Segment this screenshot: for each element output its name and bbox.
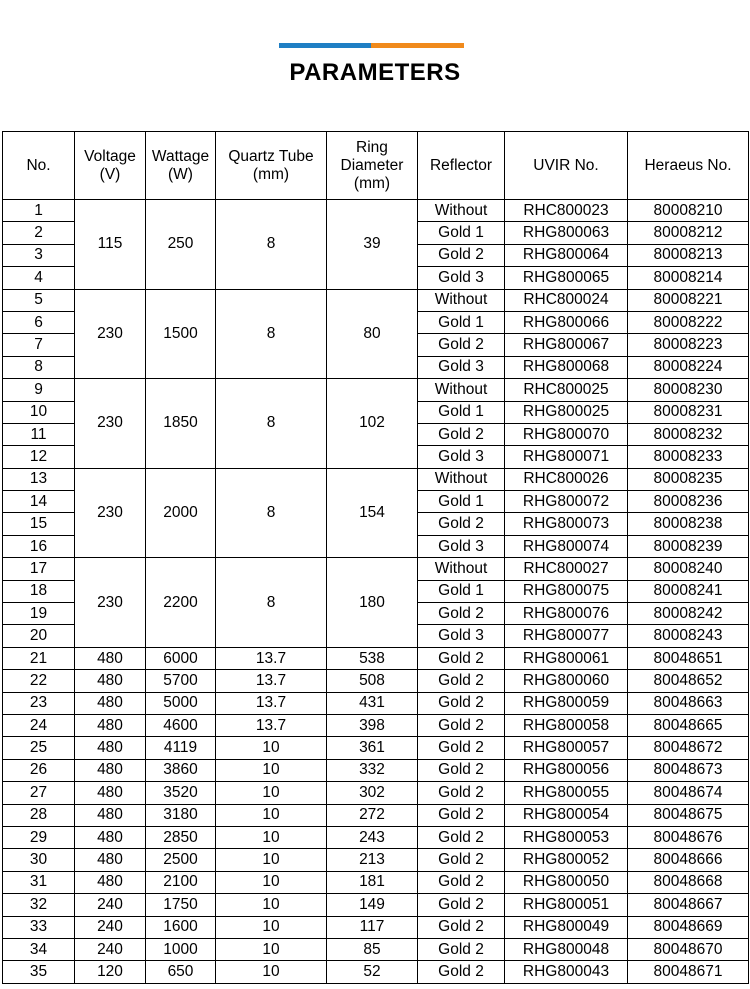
table-header bbox=[3, 132, 749, 200]
cell-voltage: 240 bbox=[75, 894, 146, 916]
header-line: Diameter bbox=[340, 156, 404, 174]
cell-uvir-no: RHG800065 bbox=[505, 267, 628, 289]
cell-quartz-tube: 10 bbox=[216, 916, 327, 938]
cell-ring-diameter: 52 bbox=[327, 961, 418, 983]
cell-reflector: Gold 2 bbox=[418, 759, 505, 781]
cell-ring-diameter: 508 bbox=[327, 670, 418, 692]
cell-voltage: 230 bbox=[75, 468, 146, 558]
cell-voltage: 480 bbox=[75, 871, 146, 893]
cell-reflector: Gold 2 bbox=[418, 961, 505, 983]
cell-reflector: Gold 1 bbox=[418, 580, 505, 602]
cell-no: 5 bbox=[3, 289, 75, 311]
table-row bbox=[3, 916, 749, 938]
cell-no: 29 bbox=[3, 826, 75, 848]
cell-no: 9 bbox=[3, 379, 75, 401]
cell-reflector: Gold 2 bbox=[418, 647, 505, 669]
cell-reflector: Gold 2 bbox=[418, 603, 505, 625]
cell-voltage: 480 bbox=[75, 759, 146, 781]
cell-voltage: 480 bbox=[75, 647, 146, 669]
cell-no: 4 bbox=[3, 267, 75, 289]
cell-voltage: 230 bbox=[75, 558, 146, 648]
cell-uvir-no: RHG800076 bbox=[505, 603, 628, 625]
cell-no: 27 bbox=[3, 782, 75, 804]
cell-heraeus-no: 80008238 bbox=[628, 513, 749, 535]
cell-wattage: 1600 bbox=[146, 916, 216, 938]
cell-no: 13 bbox=[3, 468, 75, 490]
cell-uvir-no: RHG800072 bbox=[505, 491, 628, 513]
cell-heraeus-no: 80048669 bbox=[628, 916, 749, 938]
cell-heraeus-no: 80008243 bbox=[628, 625, 749, 647]
col-no-header bbox=[3, 132, 75, 200]
cell-heraeus-no: 80048674 bbox=[628, 782, 749, 804]
cell-voltage: 120 bbox=[75, 961, 146, 983]
header-line: UVIR No. bbox=[533, 156, 599, 174]
header-line: Reflector bbox=[429, 156, 493, 174]
cell-wattage: 3860 bbox=[146, 759, 216, 781]
cell-quartz-tube: 10 bbox=[216, 782, 327, 804]
cell-reflector: Without bbox=[418, 289, 505, 311]
table-row bbox=[3, 289, 749, 311]
title-accent-blue-bar bbox=[279, 43, 371, 48]
cell-uvir-no: RHG800053 bbox=[505, 826, 628, 848]
cell-no: 21 bbox=[3, 647, 75, 669]
cell-no: 2 bbox=[3, 222, 75, 244]
cell-wattage: 2500 bbox=[146, 849, 216, 871]
cell-heraeus-no: 80008231 bbox=[628, 401, 749, 423]
cell-reflector: Gold 2 bbox=[418, 334, 505, 356]
cell-wattage: 3520 bbox=[146, 782, 216, 804]
cell-uvir-no: RHG800073 bbox=[505, 513, 628, 535]
cell-heraeus-no: 80008235 bbox=[628, 468, 749, 490]
cell-quartz-tube: 10 bbox=[216, 804, 327, 826]
cell-wattage: 250 bbox=[146, 200, 216, 290]
table-row bbox=[3, 938, 749, 960]
cell-uvir-no: RHG800064 bbox=[505, 244, 628, 266]
cell-no: 33 bbox=[3, 916, 75, 938]
table-row bbox=[3, 468, 749, 490]
table-row bbox=[3, 670, 749, 692]
parameters-table bbox=[2, 131, 749, 984]
cell-voltage: 480 bbox=[75, 714, 146, 736]
header-line: (mm) bbox=[252, 165, 290, 183]
col-wattage-header bbox=[146, 132, 216, 200]
cell-wattage: 1750 bbox=[146, 894, 216, 916]
cell-quartz-tube: 8 bbox=[216, 468, 327, 558]
cell-heraeus-no: 80048651 bbox=[628, 647, 749, 669]
cell-reflector: Gold 1 bbox=[418, 311, 505, 333]
col-heraeus-no-header bbox=[628, 132, 749, 200]
cell-heraeus-no: 80008232 bbox=[628, 423, 749, 445]
cell-uvir-no: RHG800067 bbox=[505, 334, 628, 356]
cell-heraeus-no: 80048663 bbox=[628, 692, 749, 714]
cell-ring-diameter: 213 bbox=[327, 849, 418, 871]
cell-voltage: 480 bbox=[75, 804, 146, 826]
cell-no: 18 bbox=[3, 580, 75, 602]
cell-heraeus-no: 80008236 bbox=[628, 491, 749, 513]
cell-uvir-no: RHG800060 bbox=[505, 670, 628, 692]
cell-reflector: Without bbox=[418, 200, 505, 222]
cell-reflector: Gold 3 bbox=[418, 625, 505, 647]
cell-no: 16 bbox=[3, 535, 75, 557]
cell-heraeus-no: 80048676 bbox=[628, 826, 749, 848]
table-row bbox=[3, 961, 749, 983]
cell-heraeus-no: 80048673 bbox=[628, 759, 749, 781]
cell-reflector: Gold 1 bbox=[418, 222, 505, 244]
cell-voltage: 115 bbox=[75, 200, 146, 290]
cell-quartz-tube: 10 bbox=[216, 871, 327, 893]
cell-uvir-no: RHG800061 bbox=[505, 647, 628, 669]
cell-ring-diameter: 149 bbox=[327, 894, 418, 916]
cell-no: 3 bbox=[3, 244, 75, 266]
table-row bbox=[3, 200, 749, 222]
table-row bbox=[3, 849, 749, 871]
cell-ring-diameter: 39 bbox=[327, 200, 418, 290]
table-row bbox=[3, 692, 749, 714]
cell-heraeus-no: 80048665 bbox=[628, 714, 749, 736]
cell-voltage: 480 bbox=[75, 782, 146, 804]
cell-reflector: Gold 2 bbox=[418, 513, 505, 535]
col-uvir-no-header bbox=[505, 132, 628, 200]
cell-no: 14 bbox=[3, 491, 75, 513]
table-row bbox=[3, 558, 749, 580]
cell-uvir-no: RHG800050 bbox=[505, 871, 628, 893]
cell-reflector: Gold 2 bbox=[418, 894, 505, 916]
cell-uvir-no: RHG800055 bbox=[505, 782, 628, 804]
table-row bbox=[3, 826, 749, 848]
cell-heraeus-no: 80048666 bbox=[628, 849, 749, 871]
table-row bbox=[3, 894, 749, 916]
cell-uvir-no: RHG800058 bbox=[505, 714, 628, 736]
header-line: Wattage bbox=[151, 147, 210, 165]
cell-heraeus-no: 80008212 bbox=[628, 222, 749, 244]
cell-no: 17 bbox=[3, 558, 75, 580]
page-title: PARAMETERS bbox=[289, 59, 461, 86]
cell-uvir-no: RHG800066 bbox=[505, 311, 628, 333]
cell-reflector: Gold 2 bbox=[418, 849, 505, 871]
cell-reflector: Gold 2 bbox=[418, 916, 505, 938]
header-line: Voltage bbox=[84, 147, 136, 165]
cell-quartz-tube: 13.7 bbox=[216, 647, 327, 669]
cell-ring-diameter: 85 bbox=[327, 938, 418, 960]
cell-wattage: 4119 bbox=[146, 737, 216, 759]
col-reflector-header bbox=[418, 132, 505, 200]
cell-ring-diameter: 181 bbox=[327, 871, 418, 893]
cell-voltage: 480 bbox=[75, 670, 146, 692]
header-line: Heraeus No. bbox=[644, 156, 732, 174]
cell-ring-diameter: 80 bbox=[327, 289, 418, 379]
cell-heraeus-no: 80008221 bbox=[628, 289, 749, 311]
cell-uvir-no: RHG800049 bbox=[505, 916, 628, 938]
cell-uvir-no: RHG800043 bbox=[505, 961, 628, 983]
cell-wattage: 4600 bbox=[146, 714, 216, 736]
cell-heraeus-no: 80048652 bbox=[628, 670, 749, 692]
cell-wattage: 2000 bbox=[146, 468, 216, 558]
cell-voltage: 230 bbox=[75, 379, 146, 469]
cell-no: 34 bbox=[3, 938, 75, 960]
cell-reflector: Gold 3 bbox=[418, 267, 505, 289]
cell-voltage: 480 bbox=[75, 737, 146, 759]
cell-wattage: 2100 bbox=[146, 871, 216, 893]
cell-ring-diameter: 102 bbox=[327, 379, 418, 469]
cell-ring-diameter: 538 bbox=[327, 647, 418, 669]
col-ring-diameter-header bbox=[327, 132, 418, 200]
cell-heraeus-no: 80048667 bbox=[628, 894, 749, 916]
cell-no: 12 bbox=[3, 446, 75, 468]
table-row bbox=[3, 871, 749, 893]
cell-quartz-tube: 10 bbox=[216, 938, 327, 960]
cell-uvir-no: RHG800077 bbox=[505, 625, 628, 647]
cell-heraeus-no: 80008242 bbox=[628, 603, 749, 625]
cell-uvir-no: RHC800025 bbox=[505, 379, 628, 401]
cell-uvir-no: RHG800025 bbox=[505, 401, 628, 423]
cell-quartz-tube: 10 bbox=[216, 894, 327, 916]
cell-heraeus-no: 80008214 bbox=[628, 267, 749, 289]
cell-reflector: Gold 2 bbox=[418, 826, 505, 848]
table-row bbox=[3, 379, 749, 401]
cell-uvir-no: RHG800052 bbox=[505, 849, 628, 871]
cell-voltage: 480 bbox=[75, 826, 146, 848]
cell-no: 23 bbox=[3, 692, 75, 714]
table-row bbox=[3, 647, 749, 669]
cell-uvir-no: RHC800027 bbox=[505, 558, 628, 580]
cell-quartz-tube: 13.7 bbox=[216, 692, 327, 714]
table-row bbox=[3, 782, 749, 804]
cell-uvir-no: RHG800059 bbox=[505, 692, 628, 714]
cell-uvir-no: RHG800051 bbox=[505, 894, 628, 916]
header-line: No. bbox=[26, 156, 51, 174]
cell-reflector: Gold 1 bbox=[418, 491, 505, 513]
cell-ring-diameter: 431 bbox=[327, 692, 418, 714]
header-line: Quartz Tube bbox=[228, 147, 314, 165]
cell-reflector: Gold 2 bbox=[418, 938, 505, 960]
cell-voltage: 240 bbox=[75, 938, 146, 960]
cell-heraeus-no: 80008233 bbox=[628, 446, 749, 468]
col-voltage-header bbox=[75, 132, 146, 200]
cell-ring-diameter: 361 bbox=[327, 737, 418, 759]
cell-quartz-tube: 10 bbox=[216, 961, 327, 983]
cell-voltage: 230 bbox=[75, 289, 146, 379]
cell-uvir-no: RHG800057 bbox=[505, 737, 628, 759]
header-row bbox=[3, 132, 749, 200]
cell-no: 19 bbox=[3, 603, 75, 625]
cell-ring-diameter: 117 bbox=[327, 916, 418, 938]
cell-heraeus-no: 80008210 bbox=[628, 200, 749, 222]
cell-voltage: 480 bbox=[75, 692, 146, 714]
cell-no: 20 bbox=[3, 625, 75, 647]
cell-quartz-tube: 8 bbox=[216, 289, 327, 379]
cell-wattage: 5700 bbox=[146, 670, 216, 692]
cell-no: 28 bbox=[3, 804, 75, 826]
header-line: (V) bbox=[99, 165, 121, 183]
cell-uvir-no: RHC800023 bbox=[505, 200, 628, 222]
header-line: (W) bbox=[168, 165, 193, 183]
cell-quartz-tube: 13.7 bbox=[216, 670, 327, 692]
cell-no: 6 bbox=[3, 311, 75, 333]
cell-ring-diameter: 272 bbox=[327, 804, 418, 826]
cell-no: 31 bbox=[3, 871, 75, 893]
cell-heraeus-no: 80008222 bbox=[628, 311, 749, 333]
cell-no: 22 bbox=[3, 670, 75, 692]
cell-uvir-no: RHG800074 bbox=[505, 535, 628, 557]
cell-uvir-no: RHG800070 bbox=[505, 423, 628, 445]
cell-quartz-tube: 8 bbox=[216, 379, 327, 469]
table-row bbox=[3, 737, 749, 759]
cell-ring-diameter: 332 bbox=[327, 759, 418, 781]
cell-heraeus-no: 80048668 bbox=[628, 871, 749, 893]
cell-quartz-tube: 10 bbox=[216, 826, 327, 848]
cell-reflector: Gold 3 bbox=[418, 446, 505, 468]
cell-uvir-no: RHG800054 bbox=[505, 804, 628, 826]
cell-wattage: 1850 bbox=[146, 379, 216, 469]
cell-reflector: Gold 2 bbox=[418, 692, 505, 714]
table-row bbox=[3, 759, 749, 781]
cell-heraeus-no: 80008239 bbox=[628, 535, 749, 557]
cell-reflector: Gold 2 bbox=[418, 714, 505, 736]
cell-reflector: Gold 2 bbox=[418, 423, 505, 445]
cell-no: 32 bbox=[3, 894, 75, 916]
title-accent-orange-bar bbox=[371, 43, 464, 48]
cell-uvir-no: RHG800056 bbox=[505, 759, 628, 781]
header-line: Ring bbox=[356, 138, 388, 156]
cell-reflector: Without bbox=[418, 468, 505, 490]
cell-uvir-no: RHC800024 bbox=[505, 289, 628, 311]
cell-heraeus-no: 80008240 bbox=[628, 558, 749, 580]
cell-reflector: Gold 2 bbox=[418, 737, 505, 759]
cell-uvir-no: RHG800063 bbox=[505, 222, 628, 244]
table-row bbox=[3, 804, 749, 826]
cell-no: 26 bbox=[3, 759, 75, 781]
cell-ring-diameter: 180 bbox=[327, 558, 418, 648]
cell-heraeus-no: 80048671 bbox=[628, 961, 749, 983]
table-body bbox=[3, 200, 749, 984]
cell-reflector: Without bbox=[418, 558, 505, 580]
cell-uvir-no: RHC800026 bbox=[505, 468, 628, 490]
cell-ring-diameter: 398 bbox=[327, 714, 418, 736]
cell-reflector: Gold 2 bbox=[418, 871, 505, 893]
cell-no: 10 bbox=[3, 401, 75, 423]
cell-quartz-tube: 10 bbox=[216, 737, 327, 759]
cell-heraeus-no: 80048675 bbox=[628, 804, 749, 826]
cell-ring-diameter: 243 bbox=[327, 826, 418, 848]
cell-heraeus-no: 80008224 bbox=[628, 356, 749, 378]
cell-quartz-tube: 10 bbox=[216, 759, 327, 781]
cell-ring-diameter: 154 bbox=[327, 468, 418, 558]
cell-no: 8 bbox=[3, 356, 75, 378]
header-line: (mm) bbox=[353, 174, 391, 192]
cell-no: 35 bbox=[3, 961, 75, 983]
cell-heraeus-no: 80048670 bbox=[628, 938, 749, 960]
cell-reflector: Gold 2 bbox=[418, 804, 505, 826]
cell-uvir-no: RHG800048 bbox=[505, 938, 628, 960]
table-row bbox=[3, 714, 749, 736]
cell-wattage: 3180 bbox=[146, 804, 216, 826]
cell-no: 11 bbox=[3, 423, 75, 445]
cell-reflector: Gold 3 bbox=[418, 535, 505, 557]
cell-reflector: Gold 2 bbox=[418, 782, 505, 804]
cell-heraeus-no: 80008241 bbox=[628, 580, 749, 602]
cell-no: 30 bbox=[3, 849, 75, 871]
cell-wattage: 5000 bbox=[146, 692, 216, 714]
cell-wattage: 6000 bbox=[146, 647, 216, 669]
cell-reflector: Without bbox=[418, 379, 505, 401]
cell-wattage: 2200 bbox=[146, 558, 216, 648]
cell-voltage: 480 bbox=[75, 849, 146, 871]
cell-no: 7 bbox=[3, 334, 75, 356]
cell-quartz-tube: 8 bbox=[216, 558, 327, 648]
cell-reflector: Gold 1 bbox=[418, 401, 505, 423]
cell-reflector: Gold 2 bbox=[418, 670, 505, 692]
cell-wattage: 1500 bbox=[146, 289, 216, 379]
cell-ring-diameter: 302 bbox=[327, 782, 418, 804]
cell-heraeus-no: 80048672 bbox=[628, 737, 749, 759]
cell-voltage: 240 bbox=[75, 916, 146, 938]
cell-no: 15 bbox=[3, 513, 75, 535]
cell-uvir-no: RHG800075 bbox=[505, 580, 628, 602]
cell-reflector: Gold 2 bbox=[418, 244, 505, 266]
cell-no: 24 bbox=[3, 714, 75, 736]
cell-quartz-tube: 13.7 bbox=[216, 714, 327, 736]
cell-no: 1 bbox=[3, 200, 75, 222]
cell-no: 25 bbox=[3, 737, 75, 759]
cell-heraeus-no: 80008230 bbox=[628, 379, 749, 401]
cell-wattage: 1000 bbox=[146, 938, 216, 960]
cell-uvir-no: RHG800068 bbox=[505, 356, 628, 378]
cell-wattage: 2850 bbox=[146, 826, 216, 848]
cell-quartz-tube: 10 bbox=[216, 849, 327, 871]
cell-quartz-tube: 8 bbox=[216, 200, 327, 290]
col-quartz-tube-header bbox=[216, 132, 327, 200]
cell-wattage: 650 bbox=[146, 961, 216, 983]
cell-reflector: Gold 3 bbox=[418, 356, 505, 378]
cell-heraeus-no: 80008213 bbox=[628, 244, 749, 266]
cell-heraeus-no: 80008223 bbox=[628, 334, 749, 356]
cell-uvir-no: RHG800071 bbox=[505, 446, 628, 468]
